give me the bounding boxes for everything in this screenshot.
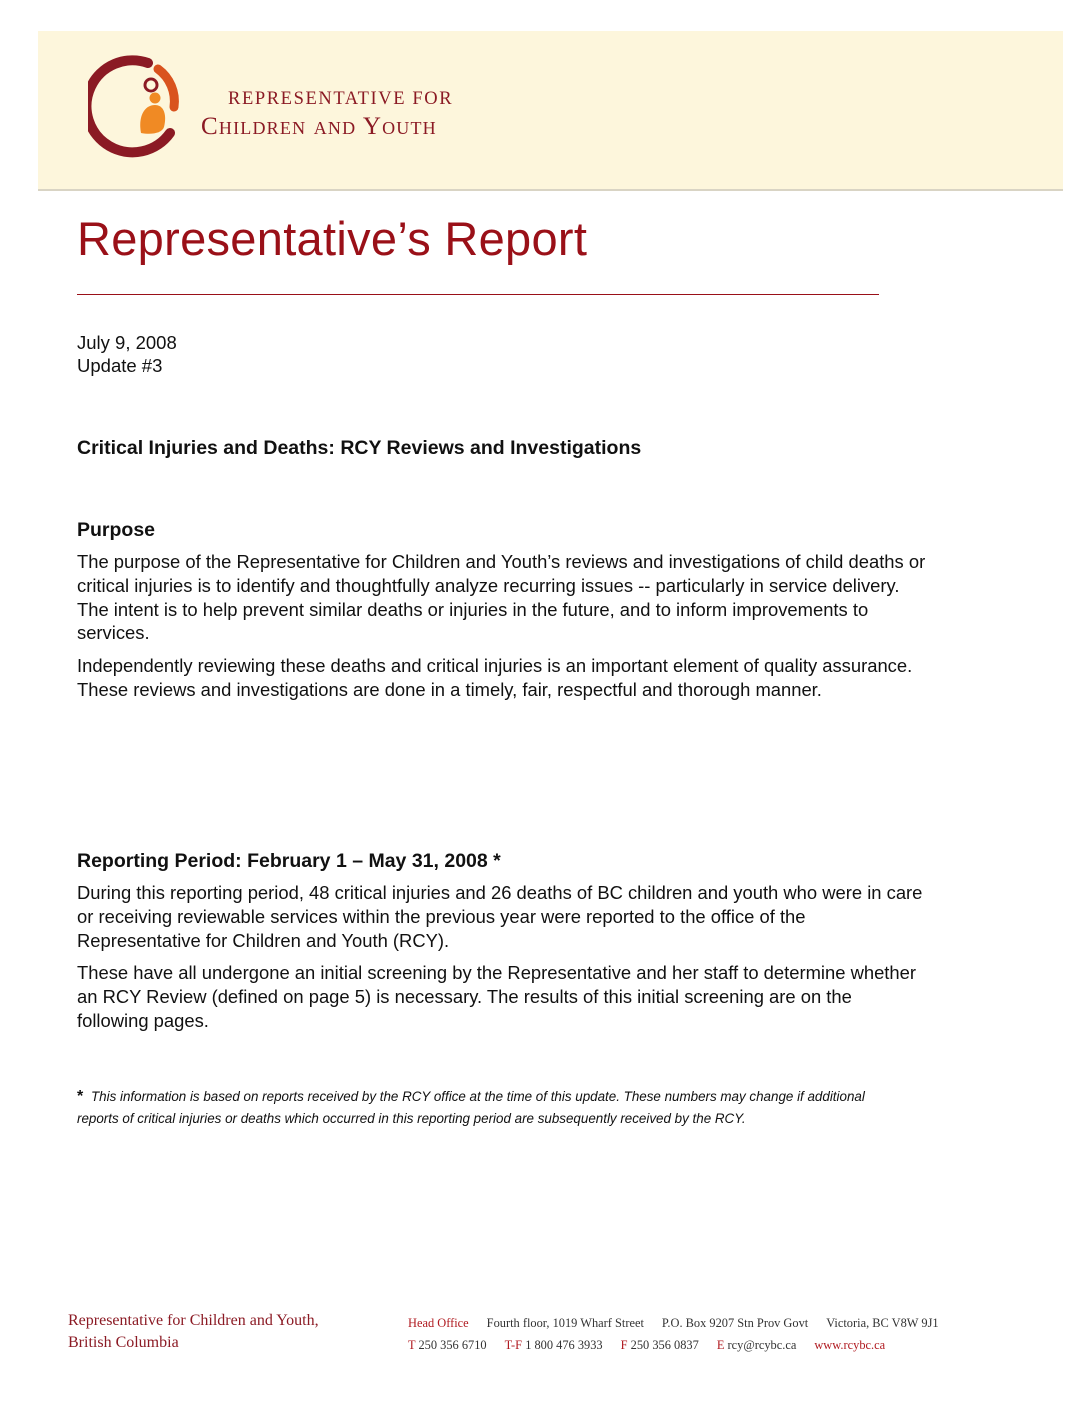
report-update-number: Update #3 [77, 355, 163, 376]
head-office-label: Head Office [408, 1316, 469, 1330]
footer-contact [408, 1312, 939, 1356]
footnote-text: This information is based on reports received by the RCY office at the time of this update. These numbers may change if additional reports of critical injuries or deaths which occurred in this reporting period are subsequently received by the RCY. [77, 1089, 865, 1126]
org-name-line1: REPRESENTATIVE FOR [228, 89, 454, 109]
purpose-heading: Purpose [77, 519, 156, 541]
title-divider [77, 294, 879, 295]
phone-label: T [408, 1338, 416, 1352]
footnote-marker: * [77, 1088, 84, 1105]
footer-address-line [408, 1312, 939, 1334]
purpose-paragraph: The purpose of the Representative for Children and Youth’s reviews and investigations of child deaths or critical injuries is to identify and thoughtfully analyze recurring issues -- particularly in service delivery. The intent is to help prevent similar deaths or injuries in the future, and to inform improvements to services. [77, 551, 926, 644]
purpose-section [77, 519, 927, 711]
tollfree-label: T-F [504, 1338, 523, 1352]
footer-org [68, 1310, 319, 1354]
footnote [77, 1086, 897, 1130]
letterhead-band [38, 31, 1063, 191]
reporting-period-heading: Reporting Period: February 1 – May 31, 2008 * [77, 850, 501, 872]
reporting-period-section [77, 850, 927, 1042]
email-label: E [716, 1338, 725, 1352]
fax-number: 250 356 0837 [630, 1338, 699, 1352]
reporting-period-paragraph: These have all undergone an initial screening by the Representative and her staff to determine whether an RCY Review (defined on page 5) is necessary. The results of this initial screening are on the following pages. [77, 962, 917, 1031]
reporting-period-paragraph: During this reporting period, 48 critical injuries and 26 deaths of BC children and youth who were in care or receiving reviewable services within the previous year were reported to the office of the Representative for Children and Youth (RCY). [77, 882, 923, 951]
address-street: Fourth floor, 1019 Wharf Street [486, 1316, 644, 1330]
report-date: July 9, 2008 [77, 332, 177, 353]
website-link[interactable]: www.rcybc.ca [814, 1338, 886, 1352]
main-heading: Critical Injuries and Deaths: RCY Reviews and Investigations [77, 437, 642, 459]
rcy-logo-icon [88, 55, 184, 159]
report-title: Representative’s Report [77, 212, 588, 265]
report-meta [77, 331, 177, 377]
footer-contact-line [408, 1334, 939, 1356]
address-po-box: P.O. Box 9207 Stn Prov Govt [661, 1316, 809, 1330]
email-link[interactable]: rcy@rcybc.ca [727, 1338, 797, 1352]
org-name-line2: Children and Youth [201, 113, 437, 140]
footer-org-name: Representative for Children and Youth, [68, 1312, 319, 1329]
address-city: Victoria, BC V8W 9J1 [826, 1316, 939, 1330]
purpose-paragraph: Independently reviewing these deaths and critical injuries is an important element of quality assurance. These reviews and investigations are done in a timely, fair, respectful and thorough manner. [77, 655, 913, 700]
tollfree-number: 1 800 476 3933 [525, 1338, 603, 1352]
footer-org-region: British Columbia [68, 1334, 179, 1351]
phone-number: 250 356 6710 [418, 1338, 487, 1352]
fax-label: F [620, 1338, 628, 1352]
